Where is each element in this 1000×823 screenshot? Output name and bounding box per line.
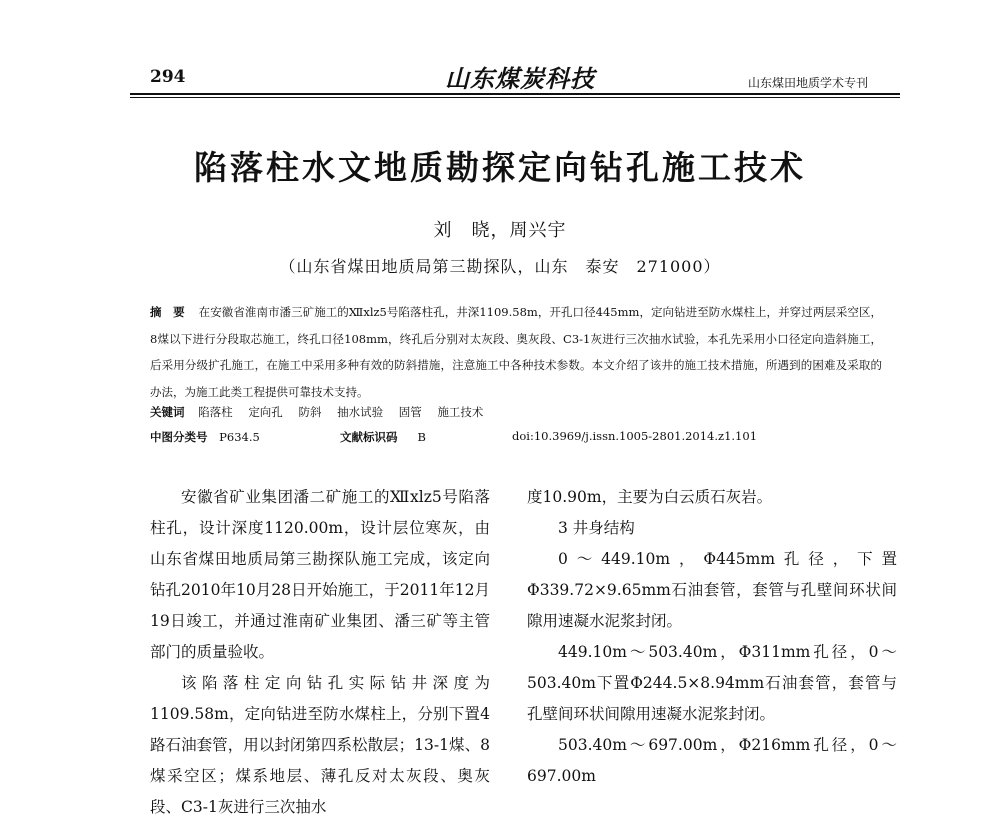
keywords-label: 关键词 — [150, 405, 185, 419]
header-rule — [130, 93, 900, 95]
body-paragraph: 503.40m～697.00m，Φ216mm孔径，0～697.00m — [527, 736, 897, 785]
page-number: 294 — [150, 67, 186, 87]
doc-code-label: 文献标识码 — [340, 430, 398, 444]
keyword: 陷落柱 — [198, 405, 233, 419]
body-left-column — [150, 482, 490, 823]
keyword: 抽水试验 — [337, 405, 384, 419]
classification — [150, 429, 882, 445]
body-paragraph: 该陷落柱定向钻孔实际钻井深度为1109.58m，定向钻进至防水煤柱上，分别下置4路石油套管，用以封闭第四系松散层；13-1煤、8煤采空区；煤系地层、薄孔反对太灰段、奥灰段、C3-1灰进行三次抽水 — [150, 674, 490, 816]
header-rule-thin — [130, 97, 900, 98]
doc-code — [340, 429, 426, 445]
abstract-label: 摘 要 — [150, 305, 185, 319]
body-paragraph: 0～449.10m，Φ445mm孔径，下置Φ339.72×9.65mm石油套管，套管与孔壁间环状间隙用速凝水泥浆封闭。 — [527, 550, 897, 630]
clc-label: 中图分类号 — [150, 430, 208, 444]
body-paragraph: 449.10m～503.40m，Φ311mm孔径，0～503.40m下置Φ244.5×8.94mm石油套管，套管与孔壁间环状间隙用速凝水泥浆封闭。 — [527, 643, 897, 723]
body-right-column — [527, 482, 897, 792]
keyword: 定向孔 — [248, 405, 283, 419]
doc-code-value: B — [417, 430, 426, 444]
journal-logo: 山东煤炭科技 — [445, 64, 595, 93]
section-heading: 3 井身结构 — [558, 519, 635, 537]
abstract — [150, 299, 882, 405]
keyword: 防斜 — [298, 405, 322, 419]
body-paragraph-continued: 度10.90m，主要为白云质石灰岩。 — [527, 488, 773, 506]
clc-value: P634.5 — [219, 430, 260, 444]
series-title: 山东煤田地质学术专刊 — [748, 76, 869, 90]
affiliation: （山东省煤田地质局第三勘探队，山东 泰安 271000） — [279, 257, 721, 276]
keyword: 施工技术 — [437, 405, 484, 419]
body-paragraph: 安徽省矿业集团潘二矿施工的Ⅻxlz5号陷落柱孔，设计深度1120.00m，设计层位寒灰，由山东省煤田地质局第三勘探队施工完成，该定向钻孔2010年10月28日开始施工，于2011年12月19日竣工，并通过淮南矿业集团、潘三矿等主管部门的质量验收。 — [150, 488, 490, 661]
paper-title: 陷落柱水文地质勘探定向钻孔施工技术 — [194, 148, 806, 187]
doi: doi:10.3969/j.issn.1005-2801.2014.z1.101 — [512, 429, 758, 443]
keyword: 固管 — [398, 405, 422, 419]
abstract-text: 在安徽省淮南市潘三矿施工的Ⅻxlz5号陷落柱孔，井深1109.58m，开孔口径445mm，定向钻进至防水煤柱上，并穿过两层采空区，8煤以下进行分段取芯施工，终孔口径108mm，终孔后分别对太灰段、奥灰段、C3-1灰进行三次抽水试验，本孔先采用小口径定向造斜施工，后采用分级扩孔施工，在施工中采用多种有效的防斜措施，注意施工中各种技术参数。本文介绍了该井的施工技术措施，所遇到的困难及采取的办法，为施工此类工程提供可靠技术支持。 — [150, 305, 883, 399]
authors: 刘 晓，周兴宇 — [433, 220, 567, 241]
keywords — [150, 404, 882, 420]
